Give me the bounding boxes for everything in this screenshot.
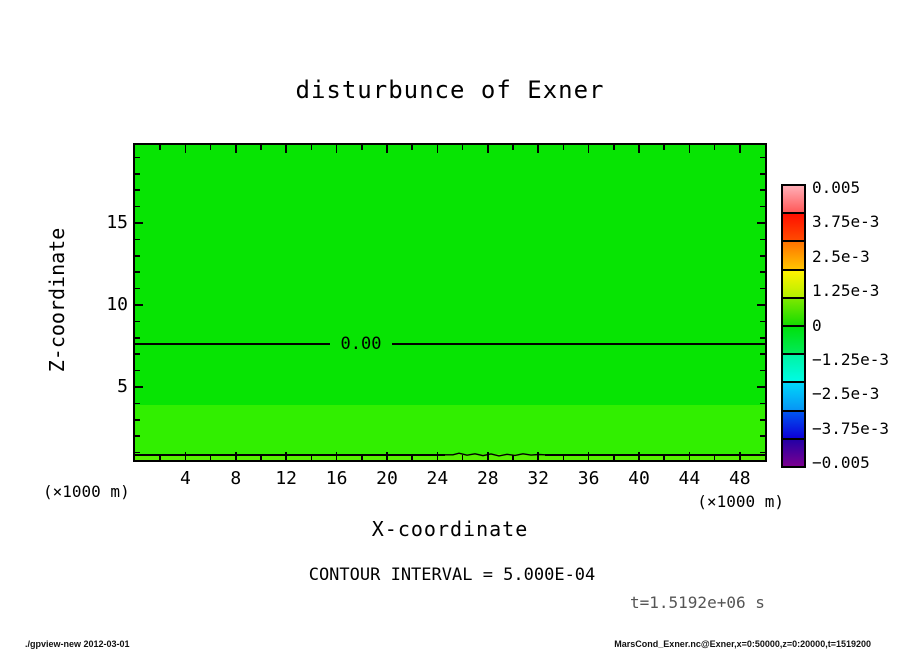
x-axis-tick — [235, 452, 237, 460]
x-tick-label: 48 — [728, 468, 751, 489]
x-axis-tick — [563, 455, 565, 460]
x-axis-tick — [285, 452, 287, 460]
colorbar-segment — [783, 353, 804, 381]
x-axis-tick — [689, 452, 691, 460]
colorbar — [781, 184, 806, 468]
y-axis-tick — [135, 239, 140, 241]
x-axis-tick — [563, 145, 565, 150]
colorbar-segment — [783, 186, 804, 212]
colorbar-tick-label: 3.75e-3 — [812, 212, 880, 232]
x-axis-tick — [689, 145, 691, 153]
colorbar-segment — [783, 212, 804, 240]
y-axis-tick — [760, 255, 765, 257]
y-axis-tick — [135, 370, 140, 372]
x-axis-tick — [714, 455, 716, 460]
y-axis-tick — [135, 304, 143, 306]
x-axis-label: X-coordinate — [371, 517, 529, 541]
zero-contour-line — [135, 343, 765, 345]
colorbar-segment — [783, 297, 804, 325]
x-tick-label: 4 — [179, 468, 191, 489]
x-axis-tick — [739, 452, 741, 460]
y-axis-tick — [135, 271, 140, 273]
colorbar-tick-label: −2.5e-3 — [812, 384, 880, 404]
x-axis-tick — [638, 452, 640, 460]
y-tick-label: 5 — [117, 376, 128, 397]
x-axis-tick — [386, 452, 388, 460]
y-axis-tick — [135, 173, 140, 175]
zero-contour-label: 0.00 — [330, 334, 392, 354]
y-axis-tick — [135, 206, 140, 208]
x-axis-tick — [588, 452, 590, 460]
y-unit-label: (×1000 m) — [43, 482, 130, 501]
x-tick-label: 8 — [230, 468, 242, 489]
colorbar-tick-label: −3.75e-3 — [812, 418, 890, 438]
y-axis-tick — [760, 370, 765, 372]
x-axis-tick — [714, 145, 716, 150]
x-axis-tick — [235, 145, 237, 153]
y-axis-tick — [760, 189, 765, 191]
colorbar-segment — [783, 240, 804, 268]
x-axis-tick — [437, 452, 439, 460]
colorbar-tick-label: −0.005 — [812, 453, 870, 473]
plot-title: disturbunce of Exner — [295, 76, 605, 104]
x-axis-tick — [361, 145, 363, 150]
x-axis-tick — [638, 145, 640, 153]
colorbar-tick-label: 2.5e-3 — [812, 246, 870, 266]
y-tick-label: 10 — [106, 294, 128, 315]
y-axis-tick — [135, 321, 140, 323]
y-axis-tick — [760, 206, 765, 208]
tone-band — [135, 145, 765, 405]
y-axis-tick — [760, 321, 765, 323]
y-axis-tick — [760, 435, 765, 437]
x-axis-tick — [210, 145, 212, 150]
x-axis-tick — [210, 455, 212, 460]
y-axis-tick — [757, 386, 765, 388]
x-axis-tick — [739, 145, 741, 153]
x-axis-tick — [185, 145, 187, 153]
x-axis-tick — [437, 145, 439, 153]
y-axis-tick — [135, 353, 140, 355]
x-tick-label: 44 — [678, 468, 701, 489]
contour-interval-note: CONTOUR INTERVAL = 5.000E-04 — [308, 565, 596, 585]
x-axis-tick — [361, 455, 363, 460]
x-axis-tick — [663, 455, 665, 460]
colorbar-segment — [783, 381, 804, 409]
x-tick-label: 16 — [325, 468, 348, 489]
x-tick-label: 36 — [577, 468, 600, 489]
x-axis-tick — [613, 455, 615, 460]
y-axis-tick — [135, 452, 140, 454]
plot-area — [133, 143, 767, 462]
x-axis-tick — [537, 145, 539, 153]
y-axis-tick — [135, 337, 140, 339]
x-axis-tick — [613, 145, 615, 150]
x-axis-tick — [462, 145, 464, 150]
y-axis-tick — [135, 222, 143, 224]
x-axis-tick — [386, 145, 388, 153]
y-axis-tick — [760, 452, 765, 454]
x-tick-label: 12 — [275, 468, 298, 489]
y-axis-tick — [135, 386, 143, 388]
surface-contour-line — [545, 454, 765, 456]
y-axis-tick — [760, 288, 765, 290]
x-axis-tick — [336, 452, 338, 460]
colorbar-segment — [783, 269, 804, 297]
footer-datasource: MarsCond_Exner.nc@Exner,x=0:50000,z=0:20000,t=1519200 — [614, 639, 871, 649]
y-axis-tick — [760, 239, 765, 241]
x-axis-tick — [663, 145, 665, 150]
y-axis-tick — [760, 419, 765, 421]
x-axis-tick — [512, 145, 514, 150]
x-tick-label: 28 — [476, 468, 499, 489]
x-axis-tick — [487, 145, 489, 153]
y-axis-label: Z-coordinate — [45, 227, 69, 373]
surface-contour-line — [135, 454, 445, 456]
y-axis-tick — [760, 337, 765, 339]
y-axis-tick — [760, 403, 765, 405]
x-tick-label: 32 — [527, 468, 550, 489]
x-axis-tick — [336, 145, 338, 153]
time-annotation: t=1.5192e+06 s — [630, 593, 765, 612]
y-axis-tick — [135, 255, 140, 257]
x-axis-tick — [185, 452, 187, 460]
x-unit-label: (×1000 m) — [697, 492, 784, 511]
y-axis-tick — [135, 189, 140, 191]
colorbar-tick-label: −1.25e-3 — [812, 350, 890, 369]
tone-band — [135, 405, 765, 454]
x-tick-label: 40 — [628, 468, 650, 489]
colorbar-segment — [783, 325, 804, 353]
x-tick-label: 20 — [376, 468, 398, 489]
y-axis-tick — [135, 157, 140, 159]
x-axis-tick — [411, 145, 413, 150]
y-axis-tick — [760, 157, 765, 159]
x-axis-tick — [411, 455, 413, 460]
x-tick-label: 24 — [426, 468, 449, 489]
x-axis-tick — [260, 455, 262, 460]
x-axis-tick — [159, 145, 161, 150]
colorbar-segment — [783, 438, 804, 466]
y-axis-tick — [757, 222, 765, 224]
colorbar-segment — [783, 410, 804, 438]
y-axis-tick — [135, 419, 140, 421]
colorbar-tick-label: 1.25e-3 — [812, 281, 880, 301]
y-axis-tick — [760, 271, 765, 273]
x-axis-tick — [260, 145, 262, 150]
y-axis-tick — [760, 173, 765, 175]
x-axis-tick — [311, 455, 313, 460]
y-axis-tick — [135, 288, 140, 290]
surface-contour-wavy-segment — [445, 448, 545, 460]
y-axis-tick — [760, 353, 765, 355]
colorbar-tick-label: 0 — [812, 315, 822, 335]
y-axis-tick — [135, 403, 140, 405]
x-axis-tick — [285, 145, 287, 153]
y-tick-label: 15 — [106, 212, 128, 233]
x-axis-tick — [588, 145, 590, 153]
x-axis-tick — [159, 455, 161, 460]
y-axis-tick — [757, 304, 765, 306]
y-axis-tick — [135, 435, 140, 437]
footer-command: ./gpview-new 2012-03-01 — [25, 639, 130, 649]
x-axis-tick — [311, 145, 313, 150]
colorbar-tick-label: 0.005 — [812, 178, 861, 197]
